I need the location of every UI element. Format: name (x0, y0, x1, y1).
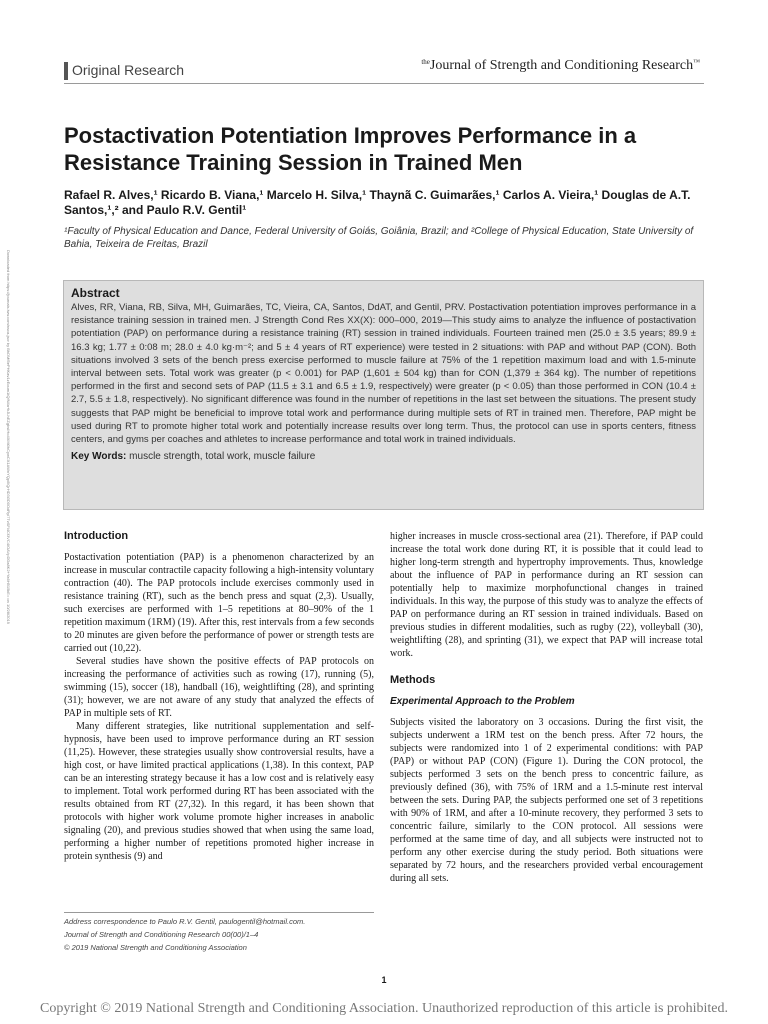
keywords (71, 451, 696, 462)
author-list: Rafael R. Alves,¹ Ricardo B. Viana,¹ Marcelo H. Silva,¹ Thaynã C. Guimarães,¹ Carlos A. Vieira,¹ Douglas de A.T. Santos,¹,² and Paulo R.V. Gentil¹ (64, 188, 691, 217)
correspondence-note: Address correspondence to Paulo R.V. Gentil, paulogentil@hotmail.com. (64, 917, 306, 926)
copyright-note: © 2019 National Strength and Conditioning Association (64, 943, 247, 952)
methods-subheading: Experimental Approach to the Problem (390, 696, 575, 707)
keywords-label: Key Words: (71, 451, 127, 463)
citation-note: Journal of Strength and Conditioning Research 00(00)/1–4 (64, 930, 259, 939)
abstract-box (63, 280, 704, 510)
methods-paragraph-1: Subjects visited the laboratory on 3 occasions. During the first visit, the subjects underwent a 1RM test on the bench press. After 72 hours, the subjects were randomized into 1 of 2 experimental conditions: with PAP (PAP) or without PAP (CON) (Figure 1). During the CON protocol, the subjects performed 3 sets on the bench press to concentric failure, as previously defined (36), with 75% of 1RM and a 1.5-minute rest interval between the sets. During PAP, the subjects performed one set of 3 repetitions with 90% of 1RM, and after a 10-minute recovery, they performed 3 sets to concentric failure, similarly to the CON protocol. All sessions were performed at the same time of day, and all subjects were instructed not to perform any other exercise during the study period. Both situations were separated by 72 hours, and the researchers provided verbal encouragement during all sets. (390, 717, 703, 884)
footnotes (64, 912, 374, 954)
journal-logo: $^{the}$Journal of Strength and Conditioning Research™ (421, 58, 700, 73)
page-number: 1 (381, 975, 387, 985)
intro-paragraph-1: Postactivation potentiation (PAP) is a phenomenon characterized by an increase in muscular contractile capacity following a high-intensity voluntary contraction (40). The PAP protocols include exercises commonly used in resistance training (RT), such as the bench press and squat (2,3). Usually, such exercises are performed with 1–5 repetitions at 80–90% of the 1 repetition maximum (1RM) (19). After this, rest intervals from a few seconds to 20 minutes are given before the performance of power or strength tests are carried out (10,22). (64, 552, 374, 654)
header-rule (64, 83, 704, 84)
intro-paragraph-3: Many different strategies, like nutritional supplementation and self-hypnosis, have been used to improve performance during an RT session (11,25). However, these strategies usually show controversial results, have a high cost, or have limited practical applications (1,38). In this context, PAP can be an interesting strategy because it has a low cost and is relatively easy to implement. Total work performed during RT has been associated with the results obtained from RT (27,32). In this regard, it has been shown that protocols with higher work volume promote higher increases in anabolic signaling (20), and previous studies showed that when using the same load, performing a higher number of repetitions promoted higher increase in protein synthesis (9) and (64, 721, 374, 862)
intro-paragraph-4: higher increases in muscle cross-sectional area (21). Therefore, if PAP could increase the total work done during RT, it is possible that it could lead to higher long-term strength and hypertrophy improvements. Thus, knowledge about the influence of PAP in performance during an RT session can potentially help to maximize morphofunctional changes in trained individuals. In this way, the purpose of this study was to analyze the effects of PAP on performance during an RT session in trained individuals. Based on previous studies in different modalities, such as rugby (22), volleyball (30), weightlifting (28), and sprinting (31), we expect that PAP will increase total work. (390, 531, 703, 659)
download-note: Downloaded from https://journals.lww.com/nsca-jscr by BhDMf5ePHKav1zEoum1tQfN4a+kJLhEZgbsIHo4XMi0hCywCX1AWnYQp/IlQrHD3i3D0OdRyi7TvSFl4Cf3VC4/OAVpDDa8K2+Ya6H515kE= on 10/28/2019 (6, 250, 11, 624)
left-column (64, 530, 374, 863)
copyright-notice: Copyright © 2019 National Strength and Conditioning Association. Unauthorized reproduction of this article is prohibited. (40, 1001, 728, 1016)
methods-heading: Methods (390, 674, 436, 686)
abstract-heading: Abstract (71, 286, 120, 300)
section-marker (64, 62, 68, 80)
intro-heading: Introduction (64, 530, 129, 542)
keywords-list: muscle strength, total work, muscle failure (129, 451, 316, 463)
affiliations: ¹Faculty of Physical Education and Dance, Federal University of Goiás, Goiânia, Brazil; and ²College of Physical Education, State University of Bahia, Teixeira de Freitas, Brazil (64, 226, 694, 250)
section-label: Original Research (72, 62, 185, 78)
abstract-text: Alves, RR, Viana, RB, Silva, MH, Guimarães, TC, Vieira, CA, Santos, DdAT, and Gentil, PRV. Postactivation potentiation improves performance in a resistance training session in trained men. J Strength Cond Res XX(X): 000–000, 2019—This study aims to analyze the influence of postactivation potentiation (PAP) on performance during a resistance training (RT) session in trained individuals. Fourteen trained men (25.0 ± 3.5 years; 89.9 ± 16.3 kg; 1.77 ± 0:08 m; 28.0 ± 4.0 kg·m⁻²; and 5 ± 4 years of RT experience) were tested in 2 situations: with PAP and without PAP (CON). Both situations involved 3 sets of the bench press exercise performed to muscle failure at 75% of the 1 repetition maximum load and with 1.5-minute interval between sets. Total work was greater (p < 0.001) for PAP (1,601 ± 504 kg) than for CON (1,379 ± 364 kg). The number of repetitions performed in the first and second sets of PAP (11.5 ± 3.1 and 6.5 ± 1.9, respectively) were greater (p < 0.05) than those performed in CON (10.4 ± 2.7, 5.5 ± 1.8, respectively). No significant difference was found in the number of repetitions in the last set between the situations. The present study suggests that PAP might be beneficial to improve total work and performance during multiple sets of RT in trained men. Therefore, PAP might be used during RT to promote higher total work and potentially increase results over long term. Thus, the protocol can use in sports centers, fitness centers, and gyms per coaches and athletes to increase performance and total work in trained individuals. (71, 302, 696, 446)
intro-paragraph-2: Several studies have shown the positive effects of PAP protocols on increasing the performance of activities such as rowing (17), running (5), swimming (15), soccer (18), handball (16), weightlifting (28), and sprinting (31); however, we are not aware of any study that analyzed the effects of PAP in multiple sets of RT. (64, 656, 374, 719)
right-column (390, 530, 703, 885)
article-title: Postactivation Potentiation Improves Performance in a Resistance Training Session in Trained Men (64, 123, 637, 175)
